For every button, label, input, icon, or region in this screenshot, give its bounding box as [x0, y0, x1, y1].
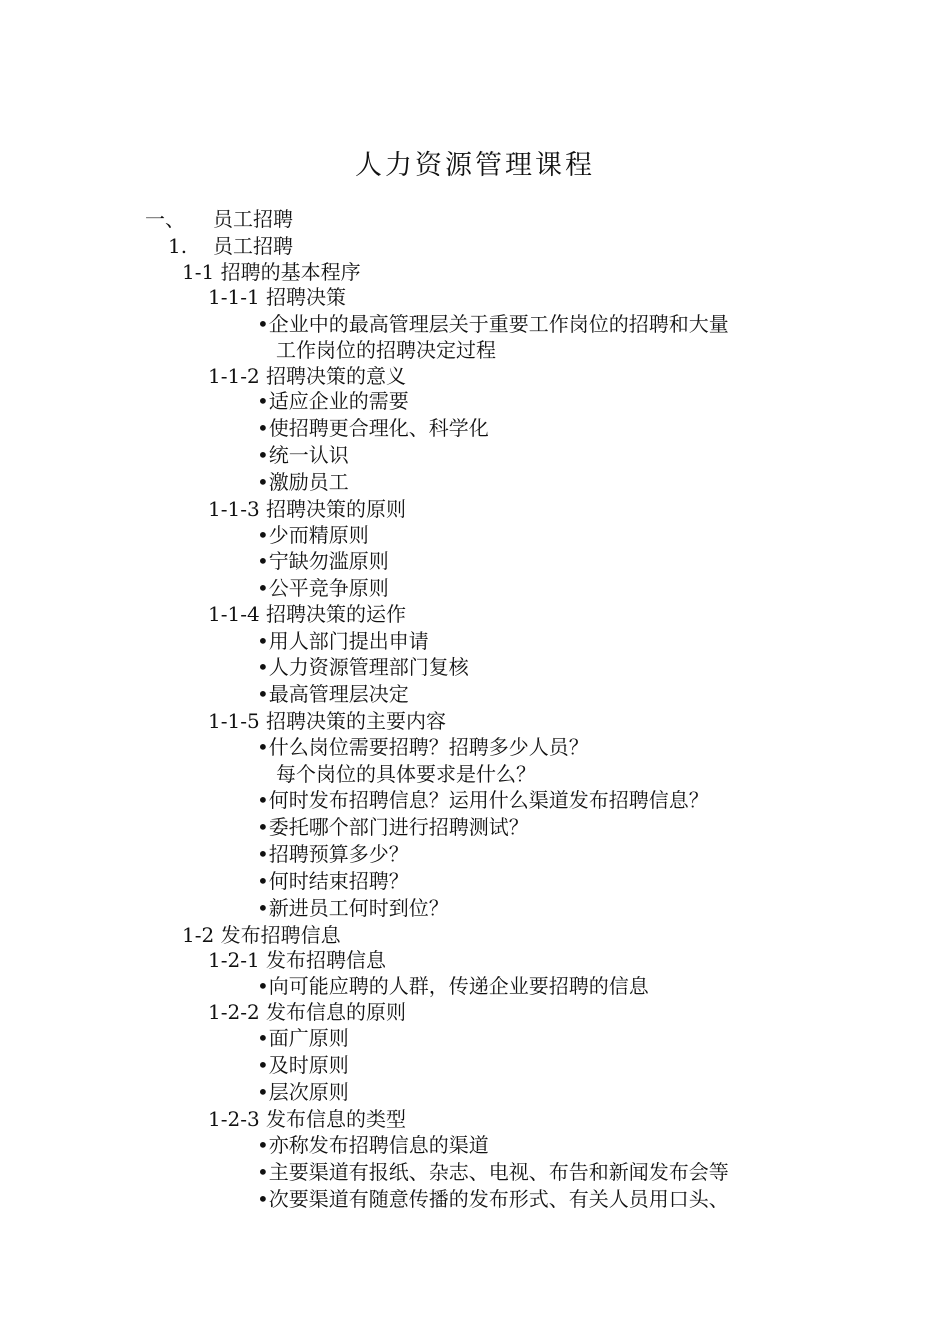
bullet-item: •主要渠道有报纸、杂志、电视、布告和新闻发布会等	[257, 1160, 729, 1184]
bullet-item: •什么岗位需要招聘？招聘多少人员？	[257, 735, 589, 759]
bullet-item: •层次原则	[257, 1080, 349, 1104]
section-heading	[168, 233, 293, 259]
bullet-item: •何时结束招聘？	[257, 869, 409, 893]
bullet-continuation: 工作岗位的招聘决定过程	[276, 338, 496, 362]
bullet-item: •何时发布招聘信息？运用什么渠道发布招聘信息？	[257, 788, 709, 812]
bullet-item: •企业中的最高管理层关于重要工作岗位的招聘和大量	[257, 312, 729, 336]
chapter-title: 员工招聘	[213, 207, 293, 231]
subsection-heading: 1-1 招聘的基本程序	[182, 260, 361, 284]
section-number: 1.	[168, 234, 188, 258]
bullet-item: •用人部门提出申请	[257, 629, 429, 653]
bullet-item: •委托哪个部门进行招聘测试？	[257, 815, 529, 839]
bullet-item: •向可能应聘的人群，传递企业要招聘的信息	[257, 974, 649, 998]
item-heading: 1-2-2 发布信息的原则	[208, 1000, 407, 1024]
bullet-item: •招聘预算多少？	[257, 842, 409, 866]
item-heading: 1-2-3 发布信息的类型	[208, 1107, 407, 1131]
bullet-continuation: 每个岗位的具体要求是什么？	[276, 762, 536, 786]
bullet-item: •面广原则	[257, 1026, 349, 1050]
item-heading: 1-1-2 招聘决策的意义	[208, 364, 407, 388]
bullet-item: •公平竞争原则	[257, 576, 389, 600]
item-heading: 1-1-5 招聘决策的主要内容	[208, 709, 447, 733]
bullet-item: •激励员工	[257, 470, 349, 494]
bullet-item: •适应企业的需要	[257, 389, 409, 413]
bullet-item: •人力资源管理部门复核	[257, 655, 469, 679]
item-heading: 1-1-4 招聘决策的运作	[208, 602, 407, 626]
bullet-item: •少而精原则	[257, 523, 369, 547]
bullet-item: •次要渠道有随意传播的发布形式、有关人员用口头、	[257, 1187, 729, 1211]
item-heading: 1-1-1 招聘决策	[208, 285, 347, 309]
bullet-item: •使招聘更合理化、科学化	[257, 416, 489, 440]
chapter-number: 一、	[145, 207, 185, 231]
section-title: 员工招聘	[213, 234, 293, 258]
document-title: 人力资源管理课程	[355, 150, 595, 181]
bullet-item: •及时原则	[257, 1053, 349, 1077]
bullet-item: •最高管理层决定	[257, 682, 409, 706]
bullet-item: •新进员工何时到位？	[257, 896, 449, 920]
chapter-heading	[145, 206, 293, 232]
bullet-item: •统一认识	[257, 443, 349, 467]
subsection-heading: 1-2 发布招聘信息	[182, 923, 341, 947]
item-heading: 1-2-1 发布招聘信息	[208, 948, 387, 972]
bullet-item: •亦称发布招聘信息的渠道	[257, 1133, 489, 1157]
item-heading: 1-1-3 招聘决策的原则	[208, 497, 407, 521]
bullet-item: •宁缺勿滥原则	[257, 549, 389, 573]
